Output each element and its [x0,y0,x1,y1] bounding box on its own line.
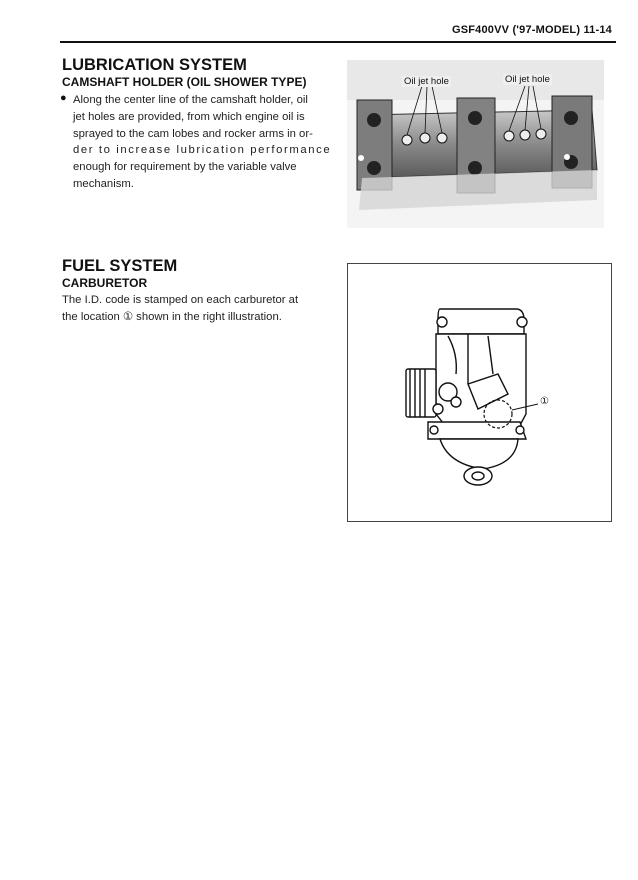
callout-number: ① [540,396,549,407]
carburetor-figure [347,263,612,522]
bullet-line: enough for requirement by the variable valve [73,161,297,174]
bullet-line: jet holes are provided, from which engine oil is [73,110,305,123]
fuel-system-title: FUEL SYSTEM [62,257,178,275]
bullet-line: der to increase lubrication performance [73,144,332,157]
carburetor-line: The I.D. code is stamped on each carburetor at [62,294,299,306]
bullet-line: Along the center line of the camshaft holder, oil [73,94,308,106]
oil-jet-hole-label-left: Oil jet hole [404,76,449,87]
header-model-page: GSF400VV ('97-MODEL) 11-14 [451,24,612,36]
camshaft-holder-illustration [347,60,604,228]
camshaft-holder-photo [347,60,604,228]
oil-jet-hole-label-right: Oil jet hole [505,74,550,85]
bullet-line: mechanism. [73,177,134,190]
camshaft-holder-subtitle: CAMSHAFT HOLDER (OIL SHOWER TYPE) [62,75,307,89]
carburetor-line: the location ① shown in the right illustration. [62,310,282,323]
page-header [60,21,616,43]
bullet-line: sprayed to the cam lobes and rocker arms in or- [73,127,313,140]
carburetor-drawing [348,264,611,521]
bullet-text [73,92,332,193]
carburetor-text [62,292,332,326]
bullet-dot: ● [60,92,67,104]
lubrication-title: LUBRICATION SYSTEM [62,56,247,74]
carburetor-subtitle: CARBURETOR [62,276,148,290]
